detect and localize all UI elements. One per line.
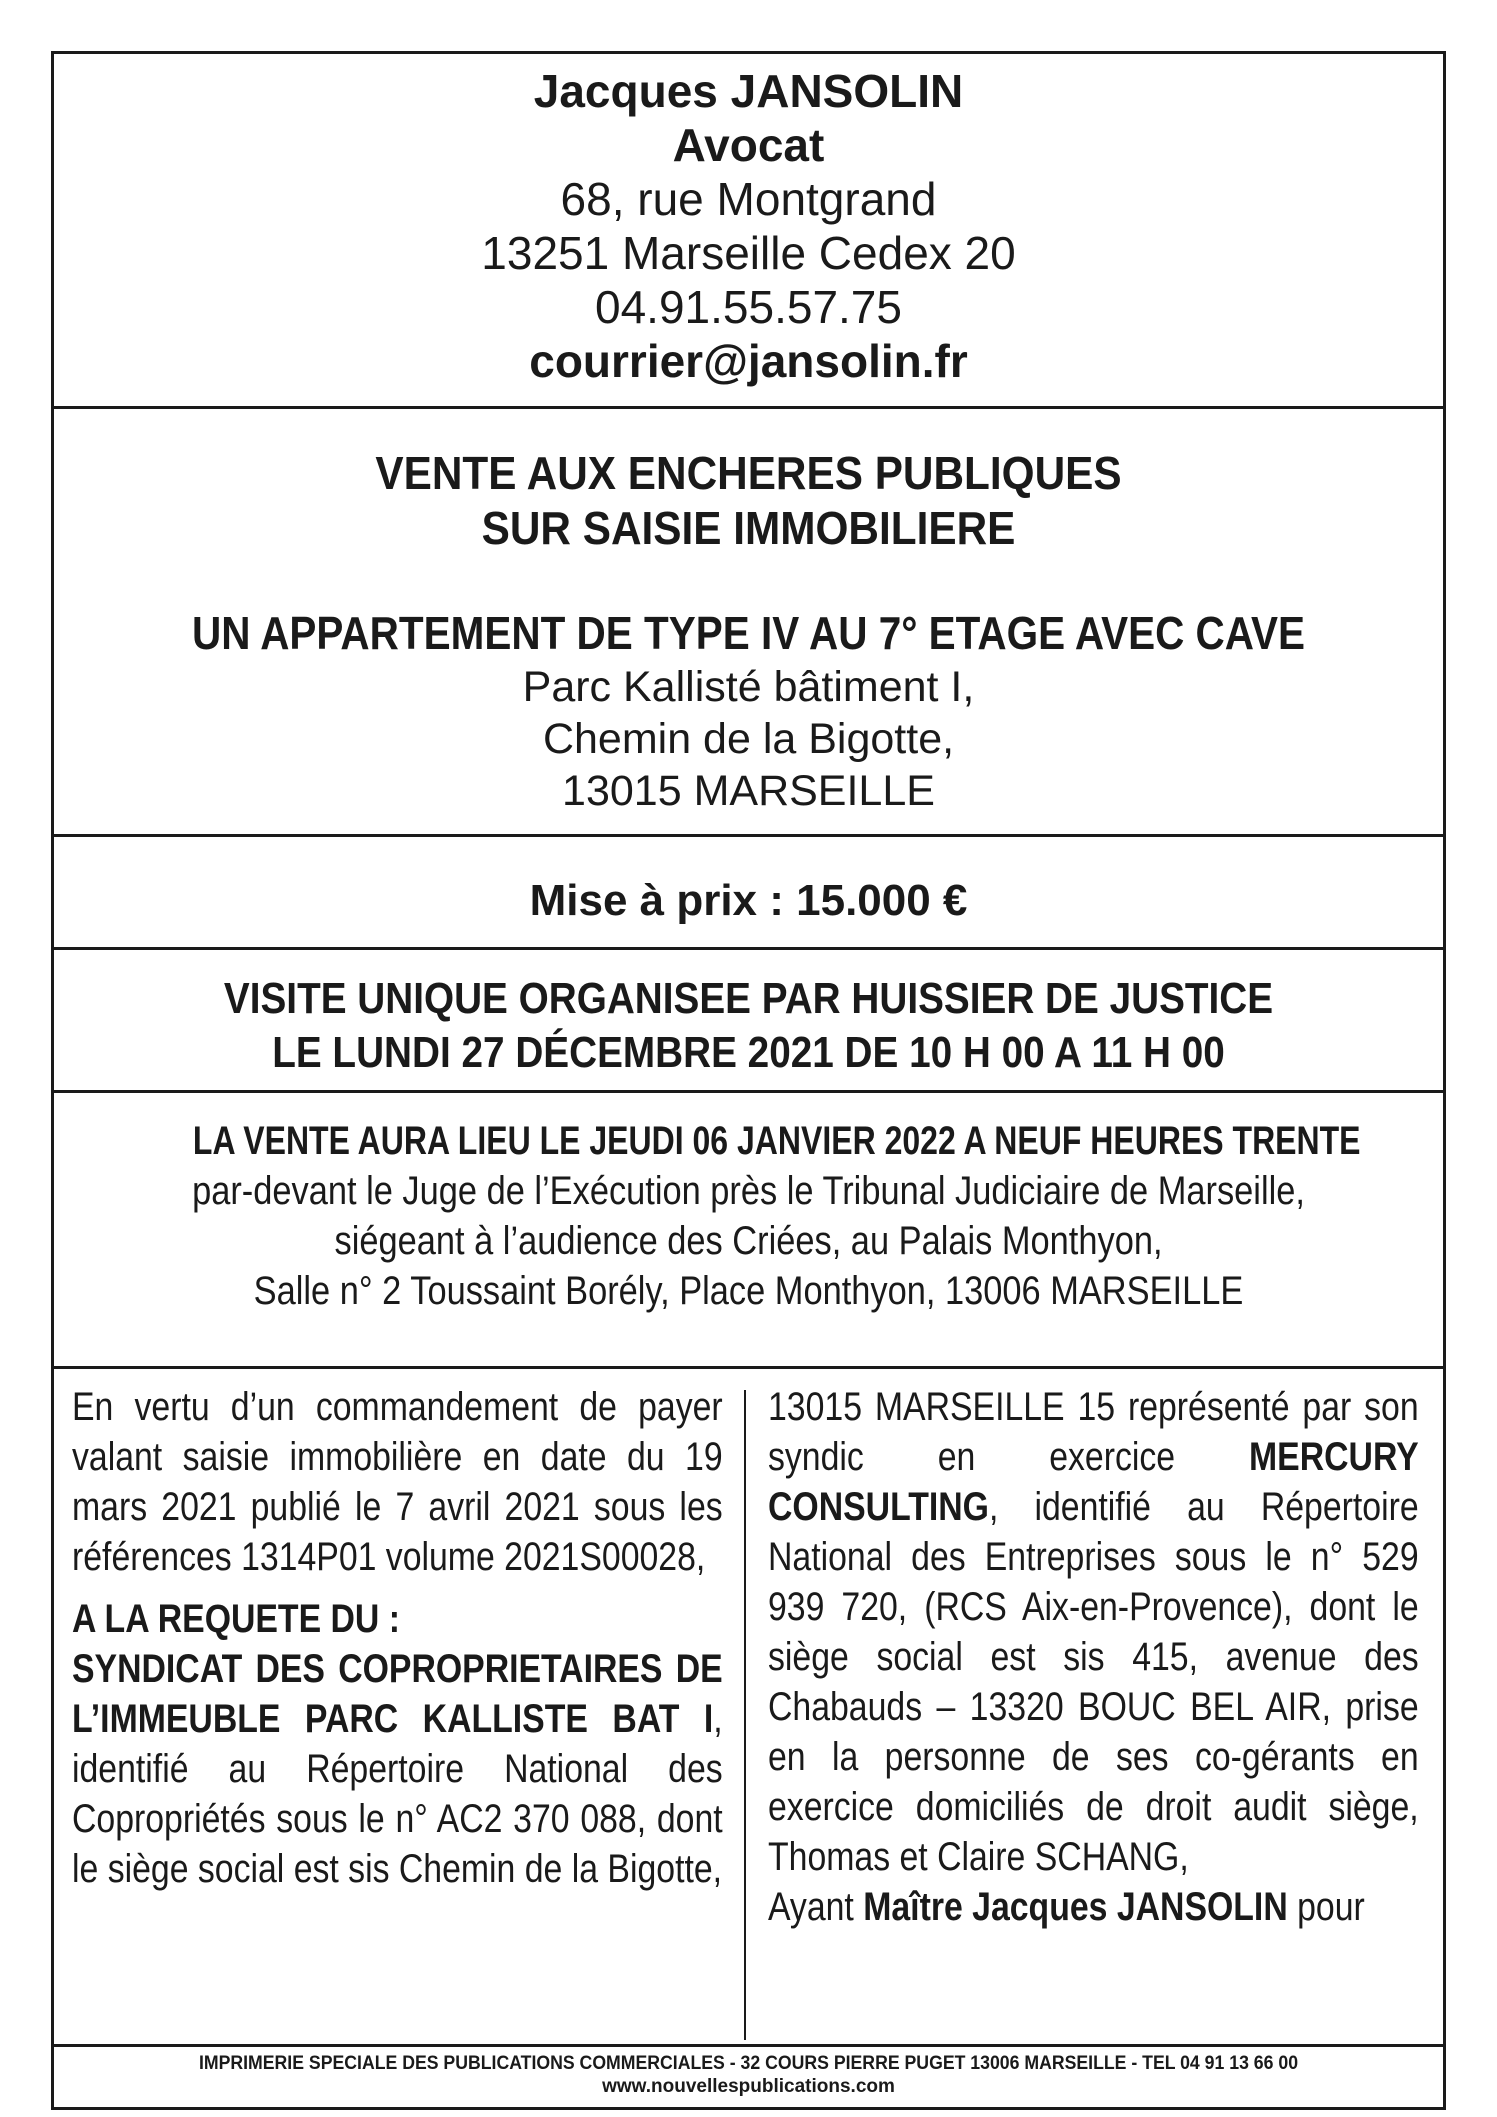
- auction-section: [54, 446, 1443, 817]
- property-address-line3: 13015 MARSEILLE: [562, 767, 935, 815]
- request-label: A LA REQUETE DU :: [72, 1597, 400, 1641]
- auction-title-line1: VENTE AUX ENCHERES PUBLIQUES: [375, 447, 1122, 499]
- sale-location-line3: Salle n° 2 Toussaint Borély, Place Monthyon, 13006 MARSEILLE: [253, 1269, 1244, 1313]
- starting-price: Mise à prix : 15.000 €: [529, 876, 968, 925]
- right-column: [768, 1382, 1420, 1932]
- left-paragraph-1: En vertu d’un commandement de payer valant saisie immobilière en date du 19 mars 2021 publié le 7 avril 2021 sous les références 1314P01 volume 2021S00028,: [72, 1385, 723, 1579]
- right-paragraph: [768, 1382, 1419, 1882]
- auction-title-line2: SUR SAISIE IMMOBILIERE: [481, 502, 1016, 554]
- left-column: [72, 1382, 722, 1894]
- right-text-c: Ayant: [768, 1885, 864, 1929]
- right-text-b: , identifié au Répertoire National des Entreprises sous le n° 529 939 720, (RCS Aix-en-Provence), dont le siège social est sis 415, avenue des Chabauds – 13320 BOUC BEL AIR, prise en la personne de ses co-gérants en exercice domiciliés de droit audit siège, Thomas et Claire SCHANG,: [768, 1485, 1419, 1879]
- sale-headline: LA VENTE AURA LIEU LE JEUDI 06 JANVIER 2022 A NEUF HEURES TRENTE: [192, 1119, 1361, 1163]
- visit-line2: LE LUNDI 27 DÉCEMBRE 2021 DE 10 H 00 A 11 H 00: [272, 1028, 1225, 1077]
- sale-location-line2: siégeant à l’audience des Criées, au Palais Monthyon,: [334, 1219, 1163, 1263]
- sale-location-line1: par-devant le Juge de l’Exécution près le Tribunal Judiciaire de Marseille,: [192, 1169, 1305, 1213]
- divider: [54, 834, 1443, 837]
- visit-line1: VISITE UNIQUE ORGANISEE PAR HUISSIER DE JUSTICE: [223, 974, 1274, 1023]
- property-address-line2: Chemin de la Bigotte,: [542, 715, 955, 763]
- printer-info: IMPRIMERIE SPECIALE DES PUBLICATIONS COMMERCIALES - 32 COURS PIERRE PUGET 13006 MARSEILLE - TEL 04 91 13 66 00: [198, 2053, 1299, 2074]
- lawyer-address-line2: 13251 Marseille Cedex 20: [481, 227, 1016, 279]
- right-paragraph-2: [768, 1882, 1419, 1932]
- lawyer-header: [54, 64, 1443, 388]
- syndicate-name: SYNDICAT DES COPROPRIETAIRES DE L’IMMEUBLE PARC KALLISTE BAT I: [72, 1647, 723, 1741]
- printer-footer: [54, 2052, 1443, 2098]
- lawyer-name: Jacques JANSOLIN: [533, 65, 964, 117]
- notice-frame: [51, 51, 1446, 2110]
- property-title: UN APPARTEMENT DE TYPE IV AU 7° ETAGE AVEC CAVE: [191, 607, 1306, 659]
- divider: [54, 1366, 1443, 1369]
- syndicate-details: , identifié au Répertoire National des Copropriétés sous le n° AC2 370 088, dont le siège social est sis Chemin de la Bigotte,: [72, 1697, 723, 1891]
- left-paragraph-2: [72, 1644, 723, 1894]
- printer-website: www.nouvellespublications.com: [602, 2076, 895, 2097]
- visit-section: [54, 972, 1443, 1080]
- column-separator: [744, 1390, 746, 2040]
- lawyer-phone: 04.91.55.57.75: [595, 281, 902, 333]
- lawyer-title: Avocat: [672, 119, 825, 171]
- property-address-line1: Parc Kallisté bâtiment I,: [522, 663, 975, 711]
- lawyer-reference: Maître Jacques JANSOLIN: [863, 1885, 1288, 1929]
- divider: [54, 947, 1443, 950]
- sale-section: [54, 1116, 1443, 1316]
- divider: [54, 1090, 1443, 1093]
- divider: [54, 2044, 1443, 2047]
- lawyer-email: courrier@jansolin.fr: [529, 335, 968, 387]
- syndic-company: MERCURY CONSULTING: [768, 1435, 1419, 1529]
- right-text-a: 13015 MARSEILLE 15 représenté par son syndic en exercice: [768, 1385, 1419, 1479]
- divider: [54, 406, 1443, 409]
- lawyer-address-line1: 68, rue Montgrand: [560, 173, 937, 225]
- right-text-d: pour: [1287, 1885, 1365, 1929]
